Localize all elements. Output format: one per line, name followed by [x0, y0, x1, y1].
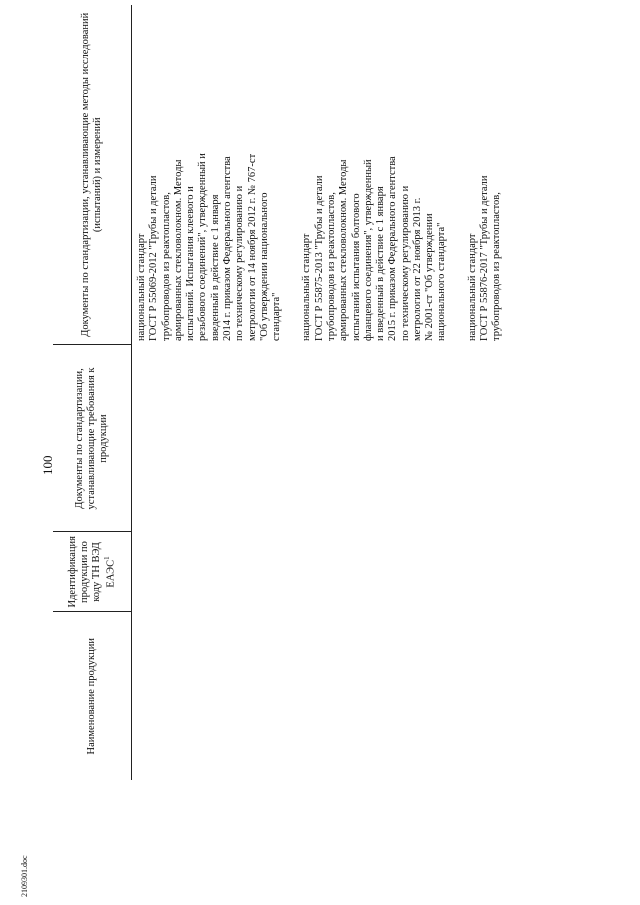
- cell-method-docs: [132, 5, 526, 345]
- header-requirement-docs: Документы по стандартизации, устанавливающие требования к продукции: [53, 345, 132, 532]
- footnote-marker: 1: [102, 556, 111, 560]
- cell-product-name: [132, 612, 526, 780]
- standard-entry: национальный стандарт ГОСТ Р 55875-2013 "Трубы и детали трубопроводов из реактопластов, армированных стекловолокном. Методы испытаний испытания болтового фланцевого соединения", утвержденный и введенный в действие с 1 января 2015 г. приказом Федерального агентства по техническому регулированию и метрологии от 22 ноября 2013 г. № 2001-ст "Об утверждении национального стандарта": [301, 156, 448, 341]
- header-product-name: Наименование продукции: [85, 638, 97, 755]
- footer-document-id: 2109301.doc: [20, 855, 29, 897]
- cell-tn-ved-code: [132, 532, 526, 612]
- cell-requirement-docs: [132, 345, 526, 532]
- header-tn-ved-code: Идентификация продукции по коду ТН ВЭД ЕАЭС$^1$: [53, 532, 132, 612]
- page-number: 100: [40, 455, 55, 475]
- standards-table: [53, 5, 526, 780]
- header-method-docs: Документы по стандартизации, устанавливающие методы исследований (испытаний) и измерений: [53, 5, 132, 345]
- table-row: [132, 5, 526, 780]
- standard-entry: национальный стандарт ГОСТ Р 55069-2012 "Трубы и детали трубопроводов из реактопластов, армированных стекловолокном. Методы испытаний. Испытания клеевого и резьбового соединений", утвержденный и введенный в действие с 1 января 2014 г. приказом Федерального агентства по техническому регулированию и метрологии от 14 ноября 2012 г. № 767-ст "Об утверждении национального стандарта": [136, 153, 283, 341]
- table-header-row: [53, 5, 132, 780]
- standard-entry: национальный стандарт ГОСТ Р 55876-2017 "Трубы и детали трубопроводов из реактопластов,: [466, 175, 503, 341]
